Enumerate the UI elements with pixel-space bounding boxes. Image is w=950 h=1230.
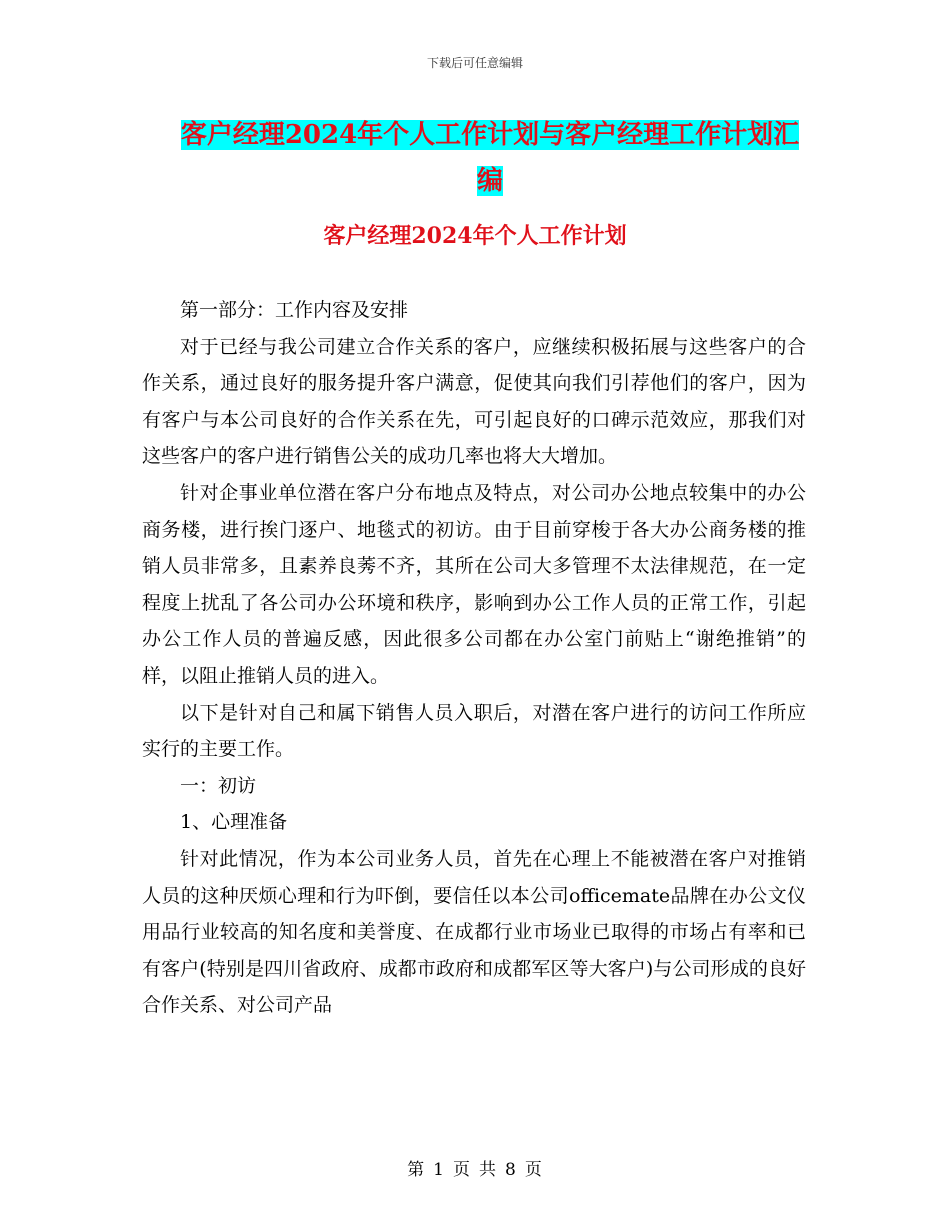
document-body [142,292,806,1024]
footer-page-current: 1 [433,1160,445,1180]
footer-total-unit: 页 [524,1160,543,1180]
page-footer [0,1155,950,1180]
footer-page-total: 8 [505,1160,517,1180]
document-title-line-2: 编 [476,166,503,196]
paragraph: 针对企事业单位潜在客户分布地点及特点，对公司办公地点较集中的办公商务楼，进行挨门逐户、地毯式的初访。由于目前穿梭于各大办公商务楼的推销人员非常多，且素养良莠不齐，其所在公司大多管理不太法律规范，在一定程度上扰乱了各公司办公环境和秩序，影响到办公工作人员的正常工作，引起办公工作人员的普遍反感，因此很多公司都在办公室门前贴上“谢绝推销”的样，以阻止推销人员的进入。 [142,481,806,687]
paragraph-heading-first-visit: 一：初访 [180,774,257,797]
document-title-line-1: 客户经理2024年个人工作计划与客户经理工作计划汇 [180,120,800,150]
paragraph: 以下是针对自己和属下销售人员入职后，对潜在客户进行的访问工作所应实行的主要工作。 [142,701,806,761]
footer-page-label: 第 [407,1160,426,1180]
document-title [160,112,820,204]
footer-page-unit: 页 [453,1160,471,1180]
footer-total-label: 共 [479,1160,497,1180]
paragraph: 对于已经与我公司建立合作关系的客户，应继续积极拓展与这些客户的合作关系，通过良好的服务提升客户满意，促使其向我们引荐他们的客户，因为有客户与本公司良好的合作关系在先，可引起良好的口碑示范效应，那我们对这些客户的客户进行销售公关的成功几率也将大大增加。 [142,335,806,468]
header-note: 下载后可任意编辑 [426,56,523,70]
paragraph: 针对此情况，作为本公司业务人员，首先在心理上不能被潜在客户对推销人员的这种厌烦心理和行为吓倒，要信任以本公司officemate品牌在办公文仪用品行业较高的知名度和美誉度、在成都行业市场业已取得的市场占有率和已有客户(特别是四川省政府、成都市政府和成都军区等大客户)与公司形成的良好合作关系、对公司产品 [142,847,806,1017]
paragraph-part-heading: 第一部分：工作内容及安排 [180,299,409,321]
section-title: 客户经理2024年个人工作计划 [323,223,627,249]
paragraph-heading-mental-prep: 1、心理准备 [180,811,288,834]
